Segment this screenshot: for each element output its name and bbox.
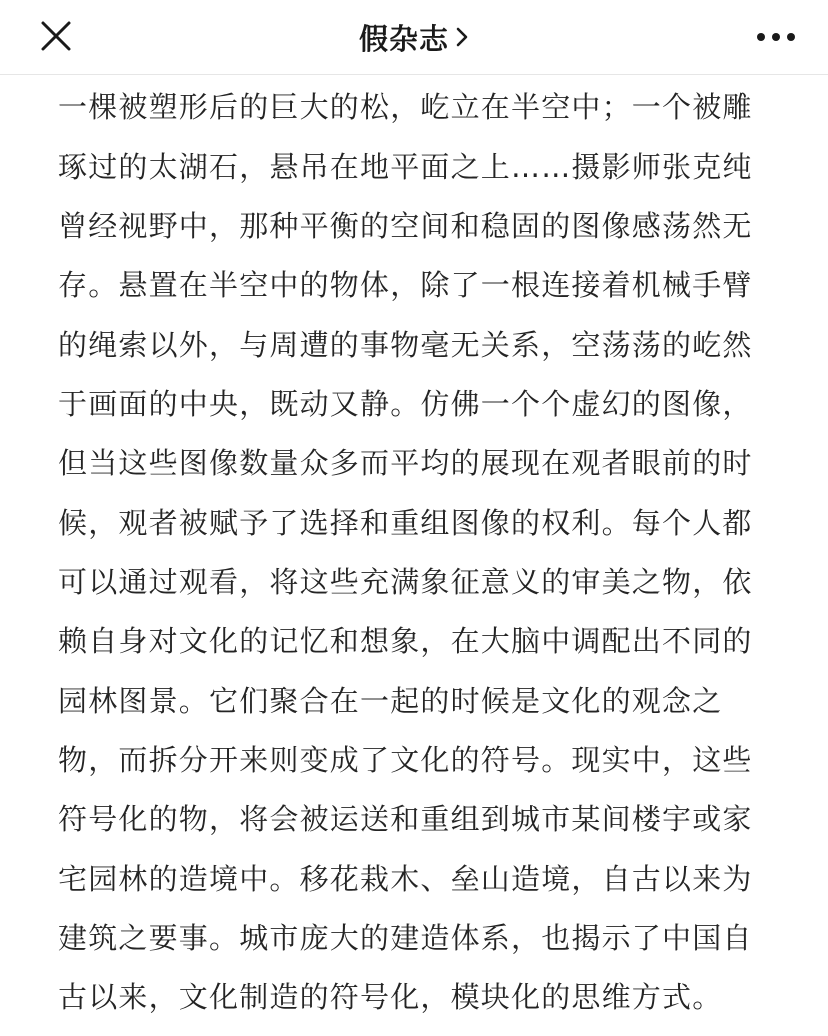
article-line: 宅园林的造境中。移花栽木、垒山造境，自古以来为	[58, 862, 753, 896]
article-line: 候，观者被赋予了选择和重组图像的权利。每个人都	[58, 506, 753, 540]
article-line: 符号化的物，将会被运送和重组到城市某间楼宇或家	[58, 802, 753, 836]
article-line: 曾经视野中，那种平衡的空间和稳固的图像感荡然无	[58, 209, 753, 243]
article-line: 于画面的中央，既动又静。仿佛一个个虚幻的图像，	[58, 387, 753, 421]
article-line: 赖自身对文化的记忆和想象，在大脑中调配出不同的	[58, 624, 753, 658]
account-title-link[interactable]	[0, 0, 828, 74]
article-line: 但当这些图像数量众多而平均的展现在观者眼前的时	[58, 446, 753, 480]
article-line: 琢过的太湖石，悬吊在地平面之上……摄影师张克纯	[58, 150, 753, 184]
article-line: 古以来，文化制造的符号化，模块化的思维方式。	[58, 980, 723, 1014]
article-line: 物，而拆分开来则变成了文化的符号。现实中，这些	[58, 743, 753, 777]
article-line: 可以通过观看，将这些充满象征意义的审美之物，依	[58, 565, 753, 599]
article-line: 存。悬置在半空中的物体，除了一根连接着机械手臂	[58, 268, 753, 302]
article-line: 的绳索以外，与周遭的事物毫无关系，空荡荡的屹然	[58, 328, 753, 362]
article-line: 建筑之要事。城市庞大的建造体系，也揭示了中国自	[58, 921, 753, 955]
chevron-right-icon	[455, 26, 469, 48]
more-options-button[interactable]	[752, 14, 800, 58]
page-title: 假杂志	[358, 21, 449, 56]
more-dots-icon	[756, 32, 796, 42]
top-nav-bar	[0, 0, 828, 75]
article-line: 园林图景。它们聚合在一起的时候是文化的观念之	[58, 684, 723, 718]
article-line: 一棵被塑形后的巨大的松，屹立在半空中；一个被雕	[58, 90, 753, 124]
